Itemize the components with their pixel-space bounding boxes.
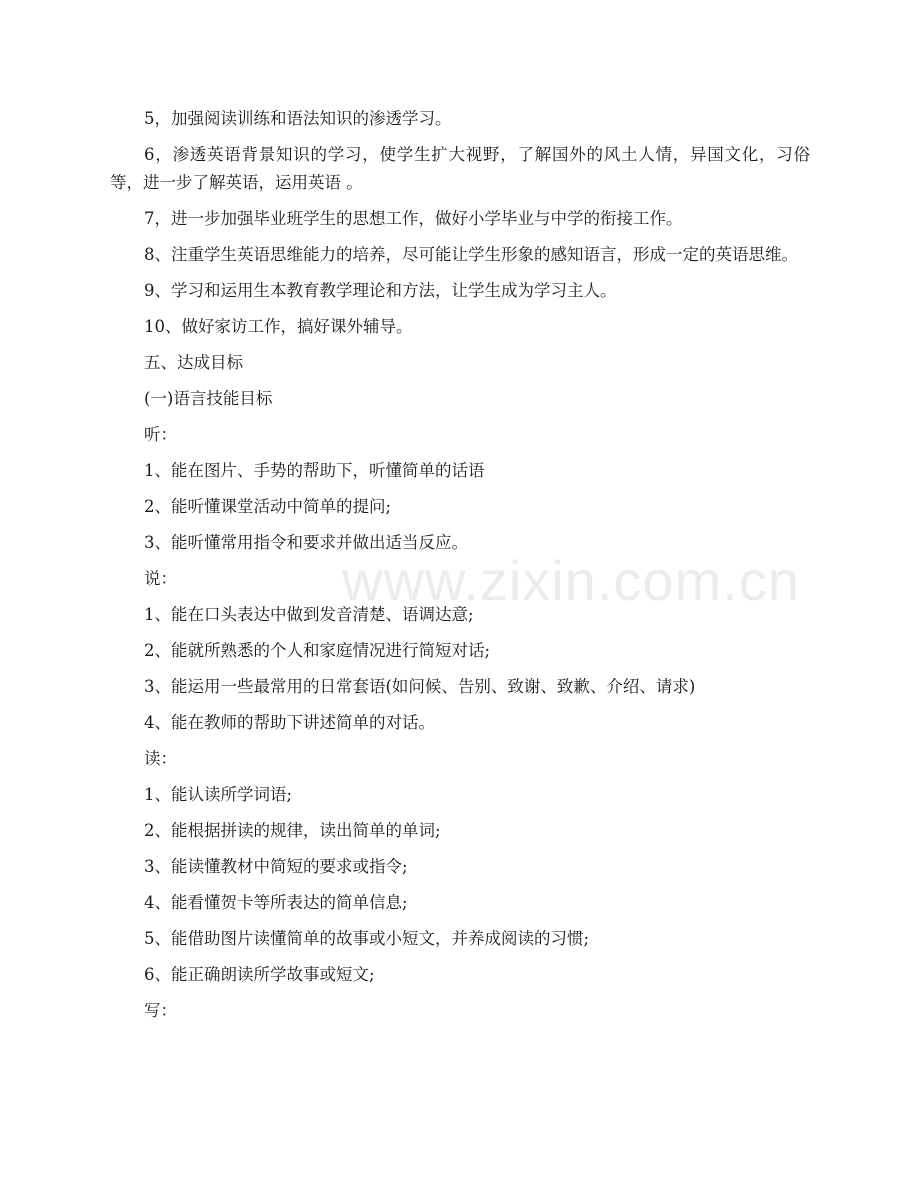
list-item: 2、能就所熟悉的个人和家庭情况进行简短对话; [144, 641, 491, 660]
paragraph: 7，进一步加强毕业班学生的思想工作，做好小学毕业与中学的衔接工作。 [144, 209, 683, 228]
paragraph: 10、做好家访工作，搞好课外辅导。 [144, 317, 413, 336]
list-item: 3、能运用一些最常用的日常套语(如问候、告别、致谢、致歉、介绍、请求) [144, 677, 696, 696]
subsection-heading: (一)语言技能目标 [144, 389, 273, 408]
list-item: 6、能正确朗读所学故事或短文; [144, 965, 375, 984]
list-item: 3、能听懂常用指令和要求并做出适当反应。 [144, 533, 468, 552]
list-item: 4、能看懂贺卡等所表达的简单信息; [144, 893, 408, 912]
paragraph: 5，加强阅读训练和语法知识的渗透学习。 [144, 109, 452, 128]
list-item: 1、能认读所学词语; [144, 785, 293, 804]
paragraph: 6，渗透英语背景知识的学习，使学生扩大视野，了解国外的风土人情，异国文化，习俗等，进一步了解英语，运用英语 。 [110, 145, 810, 192]
paragraph: 9、学习和运用生本教育教学理论和方法，让学生成为学习主人。 [144, 281, 617, 300]
skill-heading-listening: 听： [144, 425, 177, 444]
watermark: www.zixin.com.cn [342, 549, 800, 612]
list-item: 5、能借助图片读懂简单的故事或小短文，并养成阅读的习惯; [144, 929, 590, 948]
paragraph: 8、注重学生英语思维能力的培养，尽可能让学生形象的感知语言，形成一定的英语思维。 [144, 245, 798, 264]
list-item: 3、能读懂教材中简短的要求或指令; [144, 857, 408, 876]
document-body [110, 105, 810, 1033]
list-item: 2、能听懂课堂活动中简单的提问; [144, 497, 392, 516]
skill-heading-speaking: 说： [144, 569, 177, 588]
list-item: 4、能在教师的帮助下讲述简单的对话。 [144, 713, 435, 732]
list-item: 2、能根据拼读的规律，读出简单的单词; [144, 821, 441, 840]
list-item: 1、能在图片、手势的帮助下，听懂简单的话语 [144, 461, 485, 480]
skill-heading-writing: 写： [144, 1001, 177, 1020]
list-item: 1、能在口头表达中做到发音清楚、语调达意; [144, 605, 474, 624]
section-heading: 五、达成目标 [144, 353, 243, 372]
skill-heading-reading: 读： [144, 749, 177, 768]
